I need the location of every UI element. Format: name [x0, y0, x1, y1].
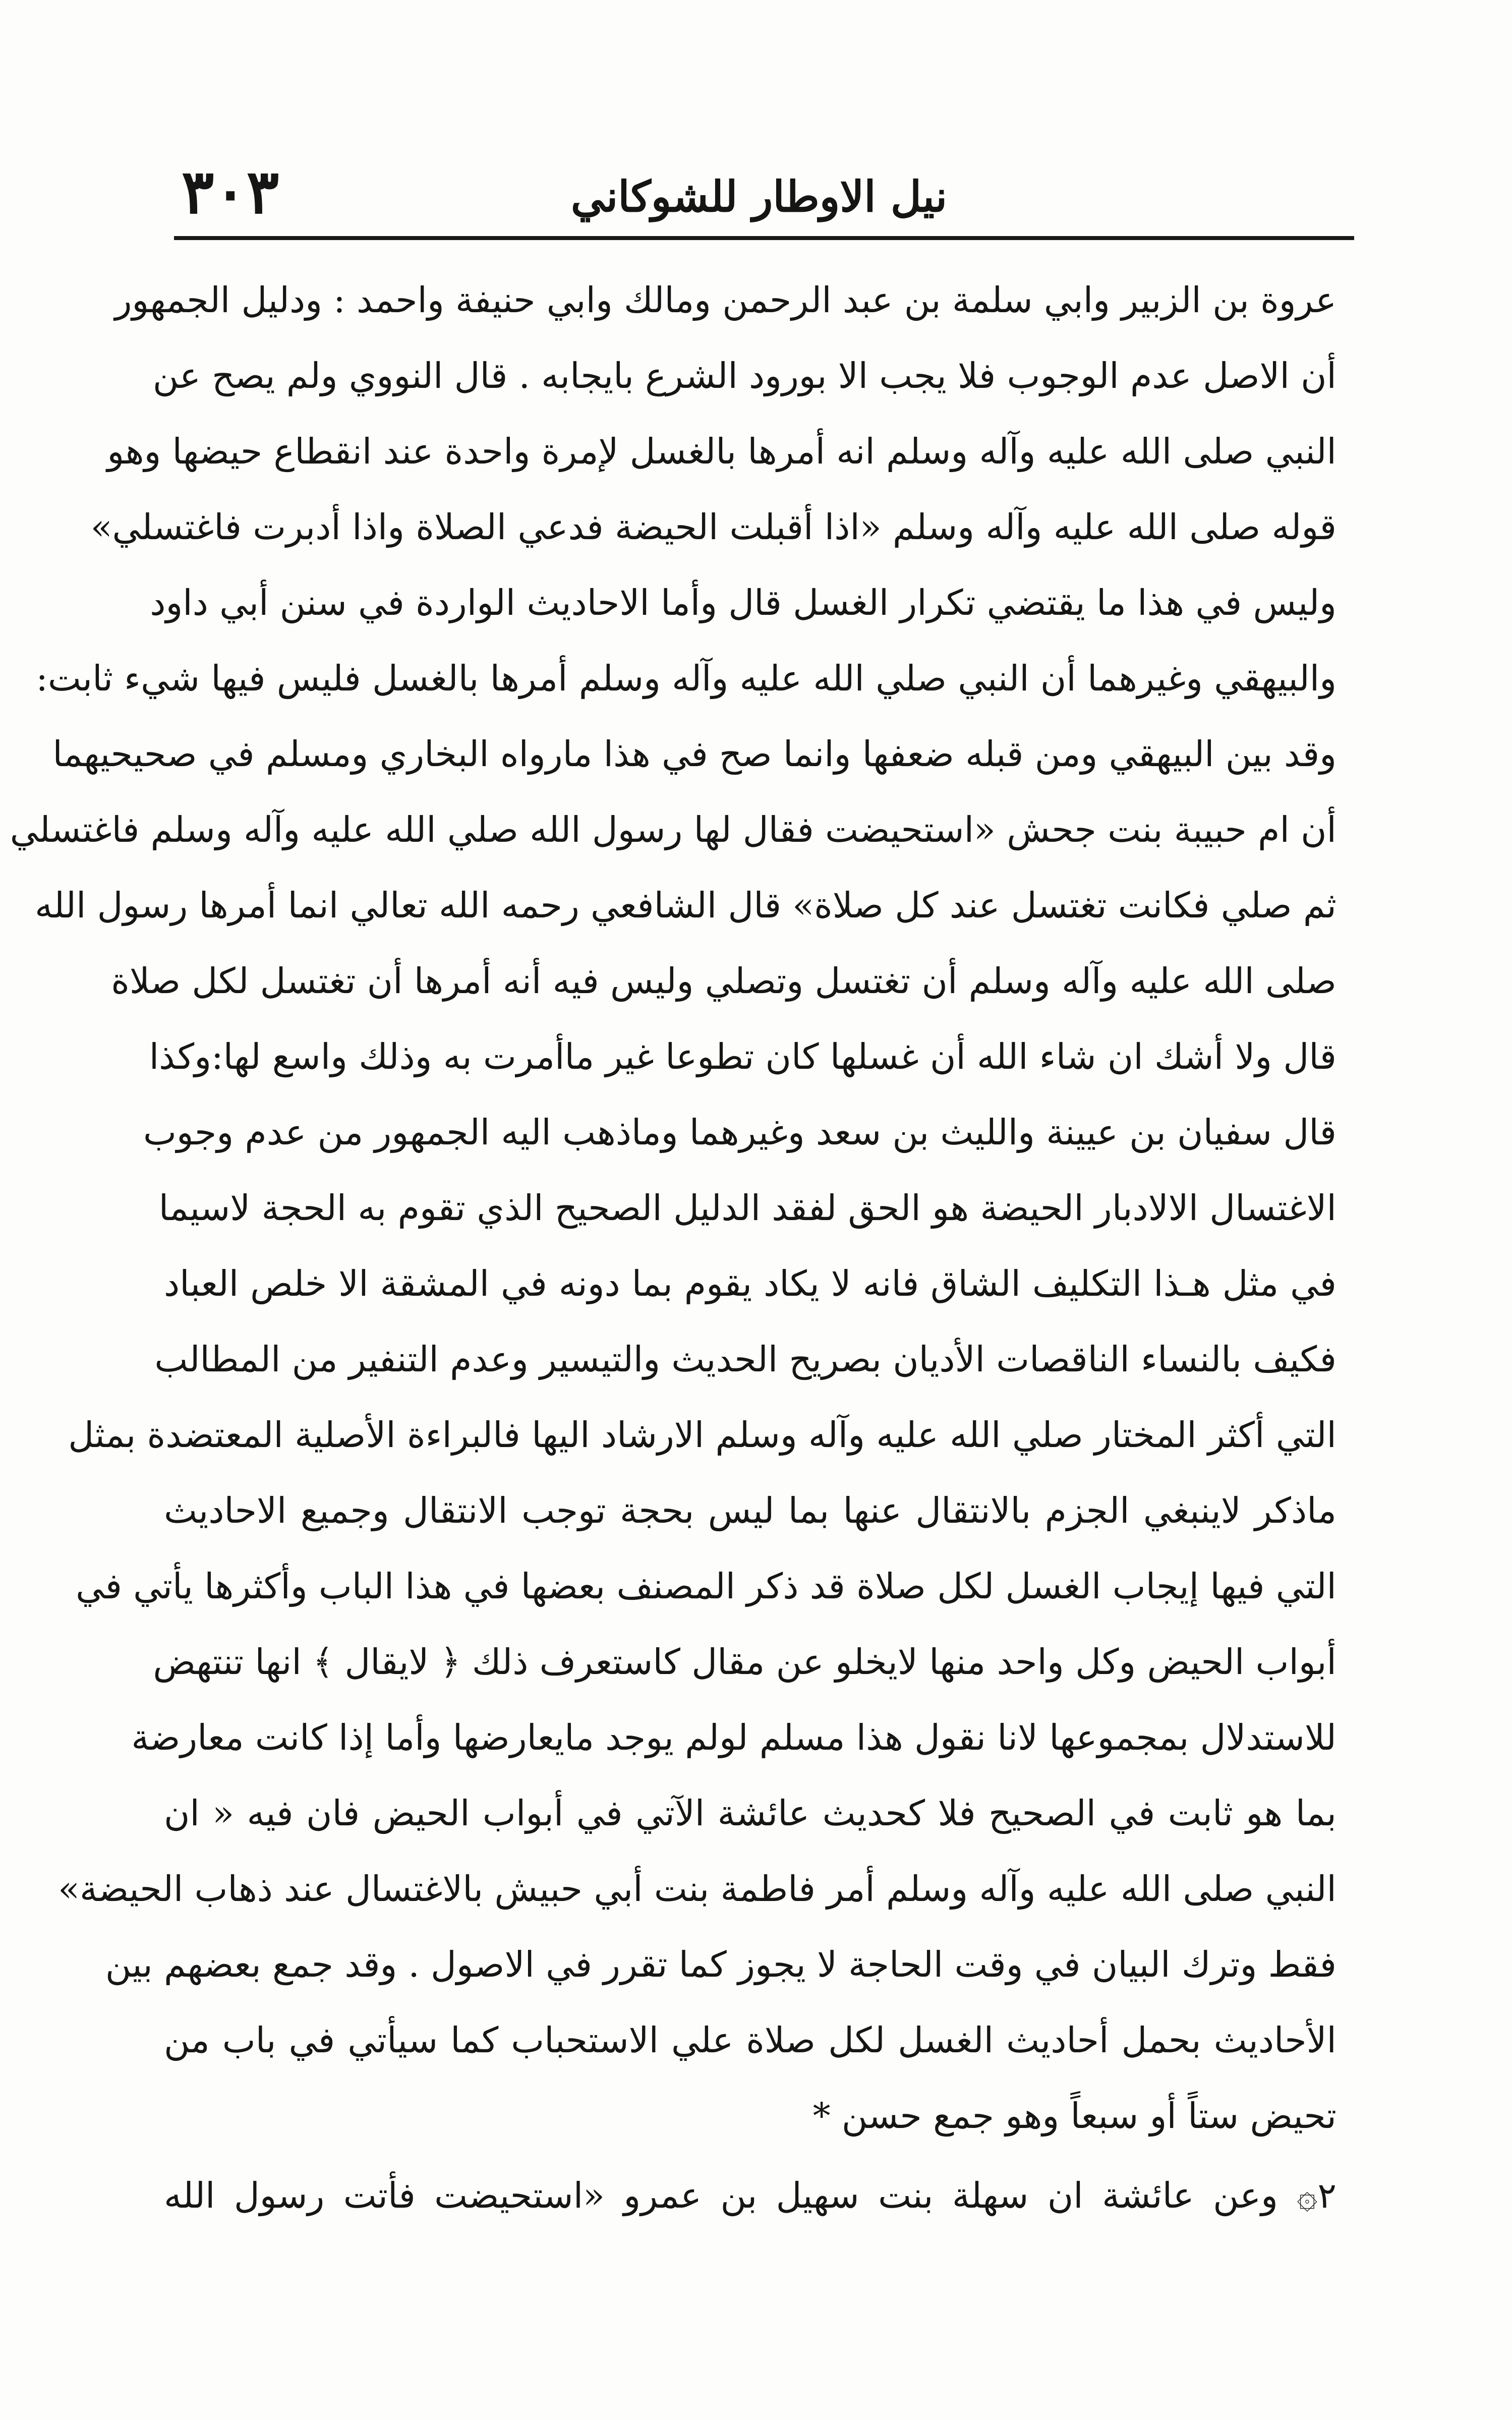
text-line: قال سفيان بن عيينة والليث بن سعد وغيرهما وماذهب اليه الجمهور من عدم وجوب	[143, 1112, 1336, 1153]
header-rule	[174, 236, 1354, 240]
text-line: التي أكثر المختار صلي الله عليه وآله وسلم الارشاد اليها فالبراءة الأصلية المعتضدة بمثل	[68, 1414, 1336, 1456]
text-line: الاغتسال الالادبار الحيضة هو الحق لفقد الدليل الصحيح الذي تقوم به الحجة لاسيما	[158, 1187, 1336, 1229]
text-line: قوله صلى الله عليه وآله وسلم «اذا أقبلت الحيضة فدعي الصلاة واذا أدبرت فاغتسلي»	[90, 506, 1336, 548]
text-line: وليس في هذا ما يقتضي تكرار الغسل قال وأما الاحاديث الواردة في سنن أبي داود	[150, 582, 1336, 623]
text-line: فكيف بالنساء الناقصات الأديان بصريح الحديث والتيسير وعدم التنفير من المطالب	[154, 1339, 1336, 1380]
text-line: فقط وترك البيان في وقت الحاجة لا يجوز كما تقرر في الاصول . وقد جمع بعضهم بين	[105, 1944, 1336, 1985]
text-line: والبيهقي وغيرهما أن النبي صلي الله عليه وآله وسلم أمرها بالغسل فليس فيها شيء ثابت:	[36, 658, 1336, 699]
text-line: في مثل هـذا التكليف الشاق فانه لا يكاد يقوم بما دونه في المشقة الا خلص العباد	[164, 1263, 1336, 1304]
text-line: النبي صلى الله عليه وآله وسلم انه أمرها بالغسل لإمرة واحدة عند انقطاع حيضها وهو	[107, 431, 1336, 472]
text-line-end: تحيض ستاً أو سبعاً وهو جمع حسن *	[812, 2095, 1336, 2137]
text-line: للاستدلال بمجموعها لانا نقول هذا مسلم لولم يوجد مايعارضها وأما إذا كانت معارضة	[131, 1717, 1336, 1758]
text-line: عروة بن الزبير وابي سلمة بن عبد الرحمن ومالك وابي حنيفة واحمد : ودليل الجمهور	[114, 279, 1336, 321]
hadith-text: وعن عائشة ان سهلة بنت سهيل بن عمرو «استحيضت فأتت رسول الله	[164, 2175, 1278, 2216]
text-line: صلى الله عليه وآله وسلم أن تغتسل وتصلي وليس فيه أنه أمرها أن تغتسل لكل صلاة	[111, 960, 1336, 1002]
text-line: التي فيها إيجاب الغسل لكل صلاة قد ذكر المصنف بعضها في هذا الباب وأكثرها يأتي في	[76, 1566, 1336, 1607]
ornament-icon: ۞	[1297, 2175, 1318, 2216]
text-line: ثم صلي فكانت تغتسل عند كل صلاة» قال الشافعي رحمه الله تعالي انما أمرها رسول الله	[34, 885, 1336, 926]
text-line: أبواب الحيض وكل واحد منها لايخلو عن مقال كاستعرف ذلك ﴿ لايقال ﴾ انها تنتهض	[153, 1641, 1336, 1683]
body-text	[10, 262, 1336, 2233]
running-title: نيل الاوطار للشوكاني	[570, 171, 948, 221]
text-line: أن ام حبيبة بنت جحش «استحيضت فقال لها رسول الله صلي الله عليه وآله وسلم فاغتسلي	[10, 809, 1336, 850]
page-number: ٣٠٣	[182, 156, 279, 227]
hadith-number: ٢	[1317, 2175, 1336, 2216]
text-line: أن الاصل عدم الوجوب فلا يجب الا بورود الشرع بايجابه . قال النووي ولم يصح عن	[152, 355, 1336, 396]
page-header	[166, 151, 1352, 237]
text-line: وقد بين البيهقي ومن قبله ضعفها وانما صح في هذا مارواه البخاري ومسلم في صحيحيهما	[52, 733, 1336, 775]
text-line: بما هو ثابت في الصحيح فلا كحديث عائشة الآتي في أبواب الحيض فان فيه « ان	[164, 1793, 1336, 1834]
text-line: النبي صلى الله عليه وآله وسلم أمر فاطمة بنت أبي حبيش بالاغتسال عند ذهاب الحيضة»	[58, 1868, 1336, 1910]
text-line: قال ولا أشك ان شاء الله أن غسلها كان تطوعا غير ماأمرت به وذلك واسع لها:وكذا	[149, 1036, 1336, 1077]
next-hadith-line	[164, 2158, 1336, 2233]
text-line: ماذكر لاينبغي الجزم بالانتقال عنها بما ليس بحجة توجب الانتقال وجميع الاحاديث	[164, 1490, 1336, 1531]
text-line: الأحاديث بحمل أحاديث الغسل لكل صلاة علي الاستحباب كما سيأتي في باب من	[164, 2020, 1336, 2061]
